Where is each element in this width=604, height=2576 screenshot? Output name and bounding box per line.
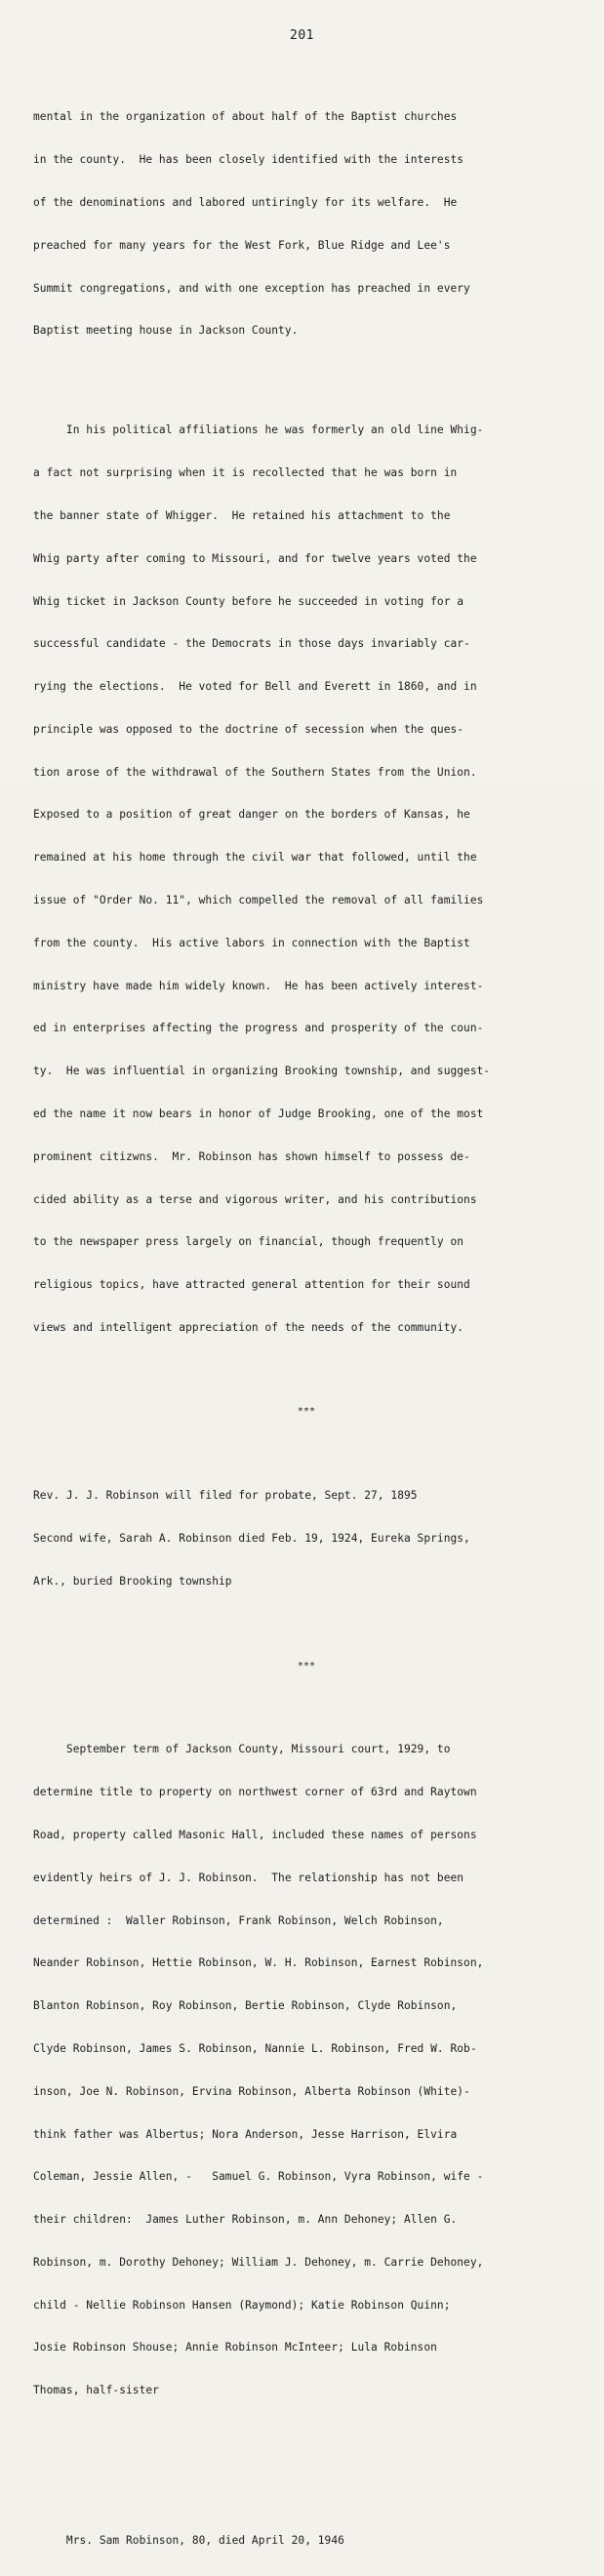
section-separator: *** [297,1660,316,1671]
text-line: tion arose of the withdrawal of the Southern States from the Union. [33,765,477,779]
text-line: ed in enterprises affecting the progress and prosperity of the coun- [33,1022,484,1035]
body-text [33,54,580,2576]
text-line: Rev. J. J. Robinson will filed for probate, Sept. 27, 1895 [33,1489,418,1503]
text-line: determine title to property on northwest corner of 63rd and Raytown [33,1786,477,1799]
text-line: ty. He was influential in organizing Brooking township, and suggest- [33,1065,491,1078]
paragraph-2 [33,395,580,1363]
text-line: determined : Waller Robinson, Frank Robinson, Welch Robinson, [33,1913,444,1927]
text-line: to the newspaper press largely on financial, though frequently on [33,1235,464,1249]
text-line: from the county. His active labors in connection with the Baptist [33,936,470,949]
text-line: Thomas, half-sister [33,2384,159,2397]
text-line: Summit congregations, and with one exception has preached in every [33,281,470,295]
paragraph-3 [33,1461,580,1618]
text-line: Josie Robinson Shouse; Annie Robinson McInteer; Lula Robinson [33,2341,437,2355]
text-line: preached for many years for the West Fork, Blue Ridge and Lee's [33,238,451,252]
text-line: cided ability as a terse and vigorous writer, and his contributions [33,1192,477,1206]
text-line: Second wife, Sarah A. Robinson died Feb. 19, 1924, Eureka Springs, [33,1532,470,1546]
text-line: In his political affiliations he was formerly an old line Whig- [33,423,484,437]
text-line: principle was opposed to the doctrine of secession when the ques- [33,722,464,736]
text-line: think father was Albertus; Nora Anderson, Jesse Harrison, Elvira [33,2127,458,2141]
text-line: September term of Jackson County, Missouri court, 1929, to [33,1743,451,1756]
text-line: Whig ticket in Jackson County before he succeeded in voting for a [33,594,464,608]
footer-note: Mrs. Sam Robinson, 80, died April 20, 1946 [33,2533,344,2547]
text-line: the banner state of Whigger. He retained his attachment to the [33,509,451,522]
text-line: rying the elections. He voted for Bell and Everett in 1860, and in [33,680,477,694]
section-separator: *** [297,1406,316,1418]
text-line: child - Nellie Robinson Hansen (Raymond); Katie Robinson Quinn; [33,2298,451,2312]
paragraph-1 [33,82,580,367]
text-line: a fact not surprising when it is recollected that he was born in [33,466,458,480]
text-line: Road, property called Masonic Hall, included these names of persons [33,1829,477,1842]
text-line: in the county. He has been closely identified with the interests [33,153,464,167]
text-line: prominent citizwns. Mr. Robinson has shown himself to possess de- [33,1149,470,1163]
text-line: ministry have made him widely known. He has been actively interest- [33,979,484,992]
text-line: Clyde Robinson, James S. Robinson, Nannie L. Robinson, Fred W. Rob- [33,2041,477,2055]
text-line: mental in the organization of about half of the Baptist churches [33,110,458,124]
text-line: of the denominations and labored untiringly for its welfare. He [33,195,458,209]
text-line: religious topics, have attracted general attention for their sound [33,1278,470,1292]
text-line: issue of "Order No. 11", which compelled the removal of all families [33,894,484,907]
text-line: Coleman, Jessie Allen, - Samuel G. Robinson, Vyra Robinson, wife - [33,2170,484,2184]
text-line: Blanton Robinson, Roy Robinson, Bertie Robinson, Clyde Robinson, [33,1999,458,2013]
text-line: Baptist meeting house in Jackson County. [33,324,299,338]
text-line: remained at his home through the civil war that followed, until the [33,851,477,865]
text-line: Exposed to a position of great danger on the borders of Kansas, he [33,808,470,822]
page-number: 201 [290,28,314,43]
text-line: their children: James Luther Robinson, m. Ann Dehoney; Allen G. [33,2213,458,2227]
text-line: Ark., buried Brooking township [33,1574,232,1588]
text-line: inson, Joe N. Robinson, Ervina Robinson, Alberta Robinson (White)- [33,2084,470,2098]
text-line: Robinson, m. Dorothy Dehoney; William J. Dehoney, m. Carrie Dehoney, [33,2255,484,2269]
text-line: views and intelligent appreciation of the needs of the community. [33,1320,464,1334]
text-line: Whig party after coming to Missouri, and for twelve years voted the [33,551,477,565]
text-line: Neander Robinson, Hettie Robinson, W. H. Robinson, Earnest Robinson, [33,1956,484,1970]
spacer [33,2470,580,2491]
text-line: evidently heirs of J. J. Robinson. The relationship has not been [33,1871,464,1884]
paragraph-4 [33,1714,580,2427]
text-line: ed the name it now bears in honor of Judge Brooking, one of the most [33,1107,484,1120]
text-line: successful candidate - the Democrats in those days invariably car- [33,637,470,651]
